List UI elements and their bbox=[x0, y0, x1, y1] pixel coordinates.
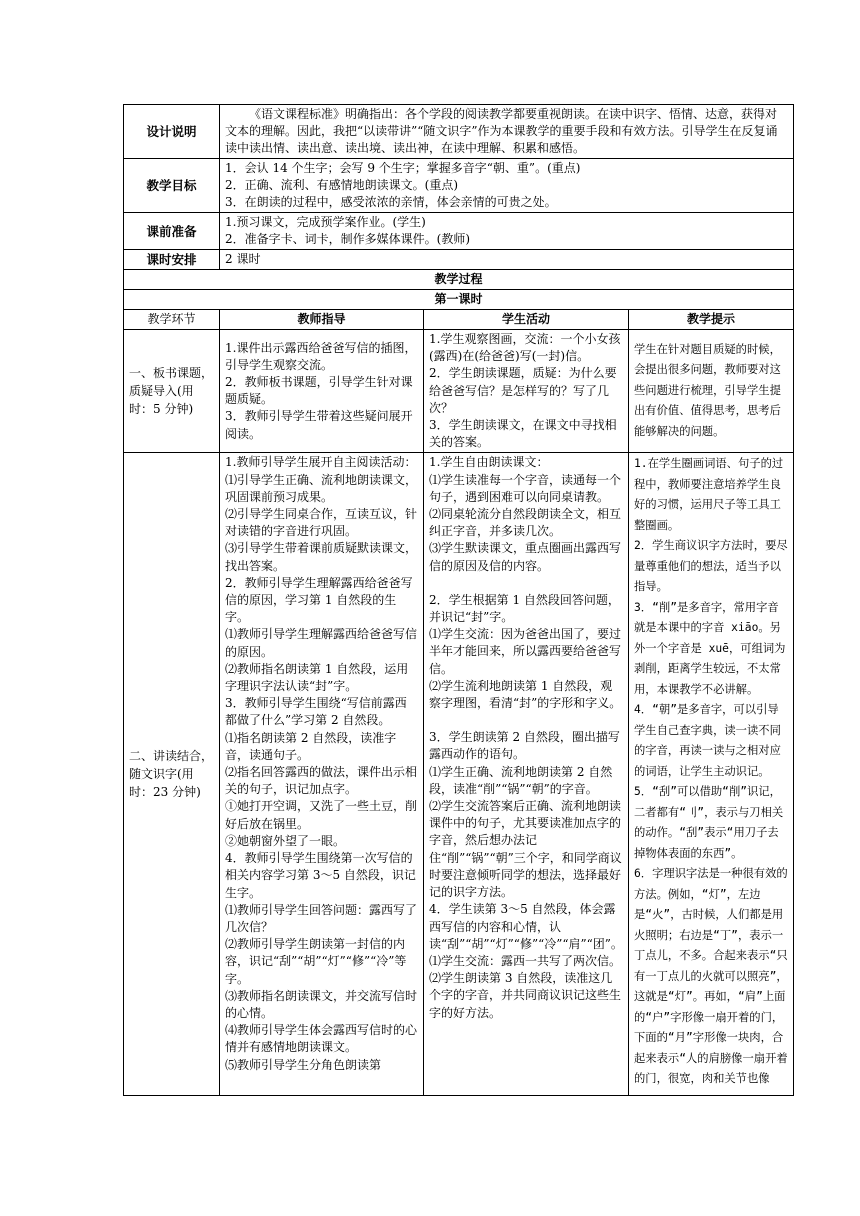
col-stage-header: 教学环节 bbox=[124, 310, 220, 330]
prep-label: 课前准备 bbox=[124, 213, 220, 250]
teacher-step: 4．教师引导学生围绕第一次写信的相关内容学习第 3～5 自然段，识记生字。 bbox=[225, 851, 416, 900]
stage-2-teacher bbox=[220, 453, 424, 1096]
teacher-step: ①她打开空调，又洗了一些土豆，削好后放在锅里。 bbox=[225, 799, 418, 831]
stage-1-teacher bbox=[220, 330, 424, 453]
teacher-step: 1.教师引导学生展开自主阅读活动： bbox=[225, 455, 417, 470]
student-step: ⑵学生流利地朗读第 1 自然段，观察字理图，看清“封”的字形和字义。 bbox=[429, 678, 622, 711]
schedule-label: 课时安排 bbox=[124, 250, 220, 270]
student-step: 1.学生观察图画，交流：一个小女孩(露西)在(给爸爸)写(一封)信。 bbox=[429, 332, 621, 364]
student-step: ⑵学生朗读第 3 自然段，读准这几个字的字音，并共同商议识记这些生字的好方法。 bbox=[429, 971, 622, 1020]
student-step: ⑴学生交流：露西一共写了两次信。 bbox=[429, 953, 622, 968]
design-label: 设计说明 bbox=[124, 105, 220, 159]
tip-item: 1.在学生圈画词语、句子的过程中，教师要注意培养学生良好的习惯，运用尺子等工具工整圈画。 bbox=[634, 457, 784, 532]
stage-1-tips bbox=[629, 330, 794, 453]
col-teacher-header: 教师指导 bbox=[220, 310, 424, 330]
teacher-step: ⑵引导学生同桌合作，互读互议，针对读错的字音进行巩固。 bbox=[225, 507, 418, 539]
student-step: 3．学生朗读第 2 自然段，圈出描写露西动作的语句。 bbox=[429, 730, 620, 762]
teacher-step: ⑴引导学生正确、流利地朗读课文，巩固课前预习成果。 bbox=[225, 472, 418, 504]
stage-2-tips bbox=[629, 453, 794, 1096]
design-row bbox=[124, 105, 794, 159]
goal-item: 1．会认 14 个生字；会写 9 个生字；掌握多音字“朝、重”。(重点) bbox=[225, 161, 581, 175]
process-title-row bbox=[124, 270, 794, 290]
student-step: ⑵学生交流答案后正确、流利地朗读课件中的句子，尤其要读准加点字的字音，然后想办法记住“削”“锅”“朝”三个字，和同学商议时要注意倾听同学的想法，选择最好记的识字方法。 bbox=[429, 799, 622, 900]
teacher-step: ⑶教师指名朗读课文，并交流写信时的心情。 bbox=[225, 988, 418, 1020]
schedule-row bbox=[124, 250, 794, 270]
teacher-step: ⑵指名回答露西的做法，课件出示相关的句子，识记加点字。 bbox=[225, 765, 418, 797]
student-step: ⑶学生默读课文，重点圈画出露西写信的原因及信的内容。 bbox=[429, 541, 622, 573]
teacher-step: ②她朝窗外望了一眼。 bbox=[225, 833, 346, 848]
student-step: 1.学生自由朗读课文： bbox=[429, 455, 549, 470]
period-title: 第一课时 bbox=[124, 290, 794, 310]
teacher-step: ⑶引导学生带着课前质疑默读课文，找出答案。 bbox=[225, 541, 418, 573]
teacher-step: 2．教师引导学生理解露西给爸爸写信的原因，学习第 1 自然段的生字。 bbox=[225, 575, 413, 625]
tip-item: 4．“朝”是多音字，可以引导学生自己查字典，读一读不同的字音，再读一读与之相对应的词语，让学生主动识记。 bbox=[634, 703, 781, 778]
goals-content bbox=[220, 159, 794, 213]
prep-item: 2．准备字卡、词卡，制作多媒体课件。(教师) bbox=[225, 232, 470, 246]
goal-item: 2．正确、流利、有感情地朗读课文。(重点) bbox=[225, 178, 458, 192]
stage-row-2 bbox=[124, 453, 794, 1096]
teacher-step: 3．教师引导学生围绕“写信前露西都做了什么”学习第 2 自然段。 bbox=[225, 696, 407, 728]
tip-item: 2．学生商议识字方法时，要尽量尊重他们的想法，适当予以指导。 bbox=[634, 539, 788, 594]
teacher-step: ⑵教师引导学生朗读第一封信的内容，识记“刮”“胡”“灯”“修”“冷”等字。 bbox=[225, 937, 407, 986]
process-title: 教学过程 bbox=[124, 270, 794, 290]
stage-1-student bbox=[424, 330, 629, 453]
teacher-step: 3．教师引导学生带着这些疑问展开阅读。 bbox=[225, 409, 413, 441]
schedule-value: 2 课时 bbox=[220, 250, 794, 270]
student-step bbox=[429, 712, 623, 729]
teacher-step: ⑴教师引导学生回答问题：露西写了几次信？ bbox=[225, 902, 418, 934]
teacher-step: ⑷教师引导学生体会露西写信时的心情并有感情地朗读课文。 bbox=[225, 1023, 418, 1055]
student-step: 2．学生根据第 1 自然段回答问题，并识记“封”字。 bbox=[429, 592, 620, 625]
prep-content bbox=[220, 213, 794, 250]
tip-item: 6．字理识字法是一种很有效的方法。例如，“灯”，左边是“火”，古时候，人们都是用火照明；右边是“丁”，表示一丁点儿，不多。合起来表示“只有一丁点儿的火就可以照亮”，这就是“灯”。再如，“肩”上面的“户”字形像一扇开着的门，下面的“月”字形像一块肉，合起来表示“人的肩膀像一扇开着的门，很宽，肉和关节也像 bbox=[634, 867, 788, 1086]
col-student-header: 学生活动 bbox=[424, 310, 629, 330]
design-text: 《语文课程标准》明确指出：各个学段的阅读教学都要重视朗读。在读中识字、悟情、达意，获得对文本的理解。因此，我把“以读带讲”“随文识字”作为本课教学的重要手段和有效方法。引导学生在反复诵读中读出情、读出意、读出境、读出神，在读中理解、积累和感悟。 bbox=[220, 105, 794, 159]
stage-2-student bbox=[424, 453, 629, 1096]
period-title-row bbox=[124, 290, 794, 310]
col-tips-header: 教学提示 bbox=[629, 310, 794, 330]
column-header-row bbox=[124, 310, 794, 330]
teacher-step: 1.课件出示露西给爸爸写信的插图，引导学生观察交流。 bbox=[225, 340, 417, 372]
teacher-step: ⑵教师指名朗读第 1 自然段，运用字理识字法认读“封”字。 bbox=[225, 661, 409, 694]
teacher-step: ⑴指名朗读第 2 自然段，读准字音，读通句子。 bbox=[225, 730, 397, 762]
student-step: 3．学生朗读课文，在课文中寻找相关的答案。 bbox=[429, 418, 617, 450]
goals-row bbox=[124, 159, 794, 213]
student-step: ⑴学生读准每一个字音，读通每一个句子，遇到困难可以向同桌请教。 bbox=[429, 472, 622, 504]
prep-item: 1.预习课文，完成预学案作业。(学生) bbox=[225, 215, 426, 229]
tip-item: 学生在针对题目质疑的时候，会提出很多问题，教师要对这些问题进行梳理，引导学生提出有价值、值得思考，思考后能够解决的问题。 bbox=[634, 342, 781, 438]
goals-label: 教学目标 bbox=[124, 159, 220, 213]
student-step: ⑵同桌轮流分自然段朗读全文，相互纠正字音，并多读几次。 bbox=[429, 507, 622, 539]
student-step: ⑴学生交流：因为爸爸出国了，要过半年才能回来，所以露西要给爸爸写信。 bbox=[429, 627, 622, 676]
tip-item: 5．“刮”可以借助“削”识记，二者都有“刂”，表示与刀相关的动作。“刮”表示“用刀子去掉物体表面的东西”。 bbox=[634, 785, 784, 860]
stage-row-1 bbox=[124, 330, 794, 453]
teacher-step: ⑸教师引导学生分角色朗读第 bbox=[225, 1057, 382, 1072]
stage-1-label: 一、板书课题，质疑导入(用时：5 分钟) bbox=[124, 330, 220, 453]
student-step: 2．学生朗读课题，质疑：为什么要给爸爸写信？是怎样写的？写了几次？ bbox=[429, 366, 617, 415]
lesson-plan-table bbox=[123, 104, 794, 1096]
tip-item: 3．“削”是多音字，常用字音就是本课中的字音 xiāo。另外一个字音是 xuē，可组词为剥削，距离学生较远，不太常用，本课教学不必讲解。 bbox=[634, 600, 786, 696]
teacher-step: 2．教师板书课题，引导学生针对课题质疑。 bbox=[225, 375, 413, 407]
student-step: ⑴学生正确、流利地朗读第 2 自然段，读准“削”“锅”“朝”的字音。 bbox=[429, 764, 613, 796]
student-step bbox=[429, 575, 623, 592]
stage-2-label: 二、讲读结合，随文识字(用时：23 分钟) bbox=[124, 453, 220, 1096]
teacher-step: ⑴教师引导学生理解露西给爸爸写信的原因。 bbox=[225, 627, 418, 659]
student-step: 4．学生读第 3～5 自然段，体会露西写信的内容和心情，认读“刮”“胡”“灯”“修”“冷”“肩”“团”。 bbox=[429, 902, 623, 951]
goal-item: 3．在朗读的过程中，感受浓浓的亲情，体会亲情的可贵之处。 bbox=[225, 195, 557, 209]
prep-row bbox=[124, 213, 794, 250]
